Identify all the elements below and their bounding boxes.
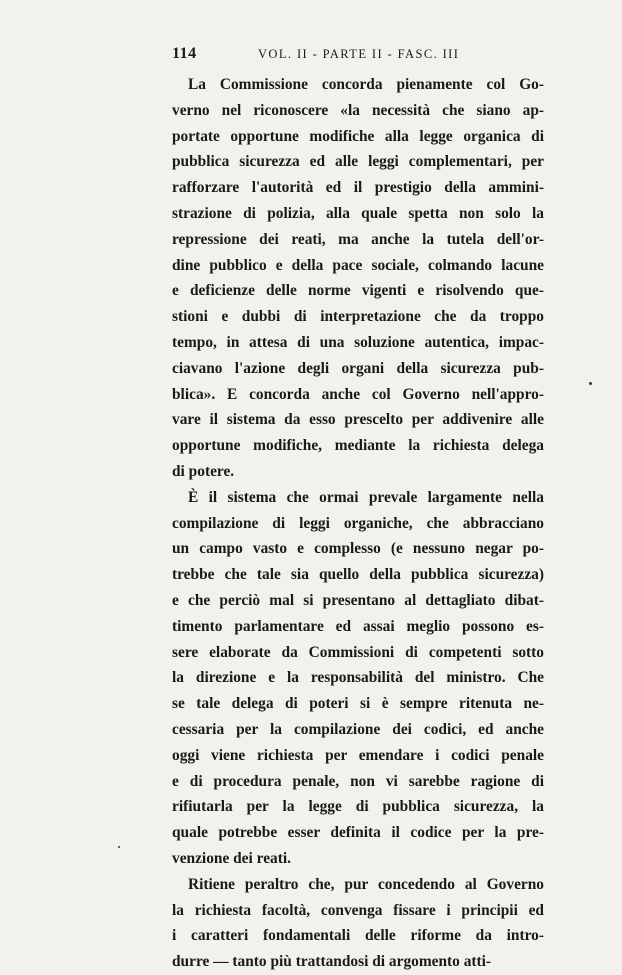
paragraph-2 (172, 485, 544, 872)
text-line: È il sistema che ormai prevale largamente nella (188, 488, 544, 506)
text-line: quale potrebbe esser definita il codice per la pre- (172, 824, 544, 842)
body-text (172, 72, 544, 975)
text-line: sere elaborate da Commissioni di competenti sotto (172, 643, 544, 661)
text-line: opportune modifiche, mediante la richiesta delega (172, 437, 544, 455)
text-line: se tale delega di poteri si è sempre ritenuta ne- (172, 695, 544, 713)
running-head: VOL. II - PARTE II - FASC. III (258, 47, 460, 61)
text-line: e di procedura penale, non vi sarebbe ragione di (172, 772, 544, 790)
text-line: stioni e dubbi di interpretazione che da troppo (172, 308, 544, 326)
text-line: La Commissione concorda pienamente col Go- (188, 76, 544, 93)
paper-speck (118, 846, 120, 848)
text-line: di potere. (172, 462, 235, 480)
text-line: cessaria per la compilazione dei codici, ed anche (172, 720, 544, 738)
text-line: verno nel riconoscere «la necessità che siano ap- (172, 101, 544, 119)
text-line: dine pubblico e della pace sociale, colmando lacune (172, 256, 544, 274)
text-line: Ritiene peraltro che, pur concedendo al Governo (188, 875, 544, 893)
text-line: durre — tanto più trattandosi di argomento atti- (172, 953, 492, 971)
text-line: timento parlamentare ed assai meglio possono es- (172, 617, 544, 635)
text-line: e che perciò mal si presentano al dettagliato dibat- (172, 591, 544, 609)
text-line: i caratteri fondamentali delle riforme da intro- (172, 927, 544, 945)
text-line: tempo, in attesa di una soluzione autentica, impac- (172, 333, 544, 351)
text-line: compilazione di leggi organiche, che abbracciano (172, 514, 544, 532)
text-line: portate opportune modifiche alla legge organica di (172, 127, 544, 145)
text-line: pubblica sicurezza ed alle leggi complementari, per (172, 153, 544, 171)
text-line: un campo vasto e complesso (e nessuno negar po- (172, 540, 544, 558)
paragraph-1 (172, 72, 544, 485)
text-line: rafforzare l'autorità ed il prestigio della ammini- (172, 179, 544, 197)
page-header (172, 45, 544, 67)
text-line: repressione dei reati, ma anche la tutela dell'or- (172, 230, 544, 248)
text-line: la richiesta facoltà, convenga fissare i principii ed (172, 901, 544, 919)
page-number: 114 (172, 45, 197, 62)
text-line: e deficienze delle norme vigenti e risolvendo que- (172, 282, 544, 300)
text-line: venzione dei reati. (172, 849, 291, 867)
paragraph-3 (172, 872, 544, 975)
text-line: ciavano l'azione degli organi della sicurezza pub- (172, 359, 544, 377)
paper-speck (589, 382, 592, 385)
text-line: rifiutarla per la legge di pubblica sicurezza, la (172, 798, 544, 816)
text-line: la direzione e la responsabilità del ministro. Che (172, 669, 544, 687)
text-line: strazione di polizia, alla quale spetta non solo la (172, 204, 544, 222)
text-line: oggi viene richiesta per emendare i codici penale (172, 746, 544, 764)
text-line: trebbe che tale sia quello della pubblica sicurezza) (172, 566, 544, 584)
text-line: blica». E concorda anche col Governo nell'appro- (172, 385, 544, 403)
text-line: vare il sistema da esso prescelto per addivenire alle (172, 411, 544, 429)
